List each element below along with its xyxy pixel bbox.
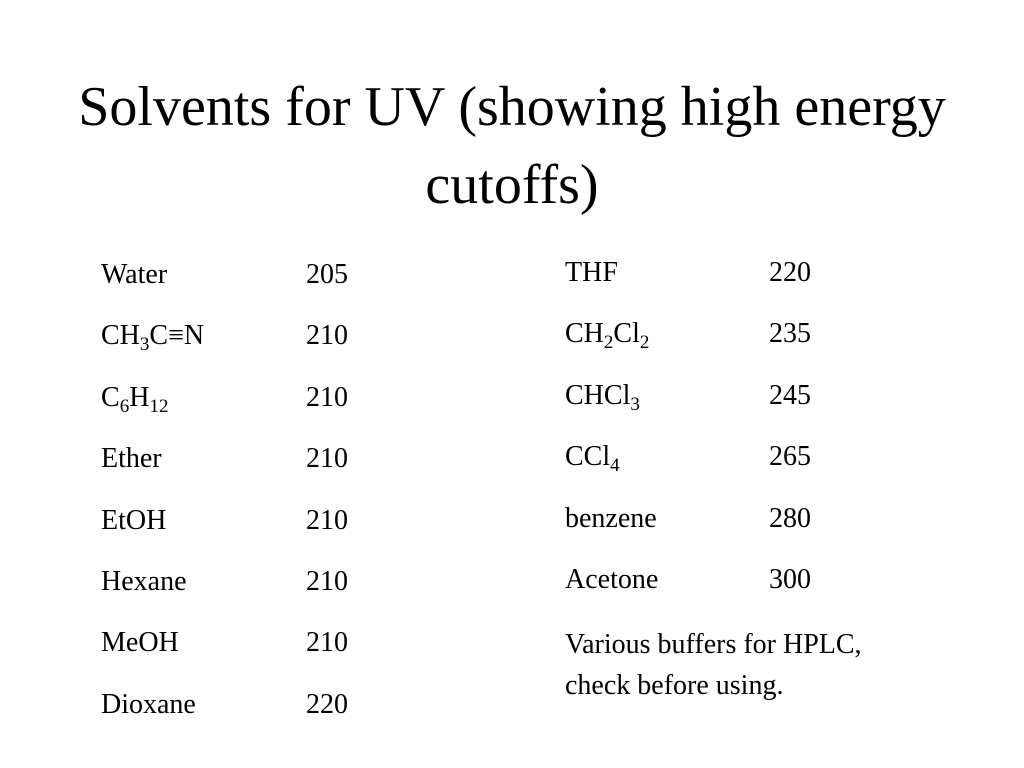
buffer-note: Various buffers for HPLC, check before using. bbox=[565, 629, 862, 701]
solvent-cutoff: 280 bbox=[769, 502, 811, 534]
solvent-cutoff: 210 bbox=[306, 504, 348, 536]
solvent-cutoff: 300 bbox=[769, 563, 811, 595]
solvent-cutoff: 265 bbox=[769, 441, 811, 473]
solvent-cutoff: 210 bbox=[306, 381, 348, 413]
solvent-cutoff: 210 bbox=[306, 443, 348, 475]
solvent-name: Water bbox=[101, 259, 168, 290]
solvent-name: $CH_3C\equiv N$ bbox=[101, 320, 205, 356]
solvent-name: $CH_2Cl_2$ bbox=[565, 318, 650, 354]
solvent-cutoff: 245 bbox=[769, 379, 811, 411]
solvent-name: MeOH bbox=[101, 627, 179, 659]
solvent-name: EtOH bbox=[101, 504, 167, 536]
solvent-name: $C_6H_{12}$ bbox=[101, 381, 169, 417]
slide-title: Solvents for UV (showing high energy cutoffs) bbox=[78, 76, 946, 216]
solvent-name: CHCl$_3$ bbox=[565, 379, 640, 415]
solvent-name: THF bbox=[565, 257, 618, 288]
solvent-cutoff: 210 bbox=[306, 320, 348, 352]
solvent-cutoff: 235 bbox=[769, 318, 811, 350]
solvent-name: CCl$_4$ bbox=[565, 441, 620, 477]
solvent-name: benzene bbox=[565, 502, 657, 534]
solvent-cutoff: 210 bbox=[306, 627, 348, 659]
solvent-cutoff: 220 bbox=[769, 257, 811, 288]
solvent-name: Dioxane bbox=[101, 688, 196, 720]
solvent-cutoff: 220 bbox=[306, 688, 348, 720]
solvent-cutoff: 210 bbox=[306, 565, 348, 597]
solvent-name: Acetone bbox=[565, 563, 659, 595]
solvent-name: Hexane bbox=[101, 565, 187, 597]
solvent-name: Ether bbox=[101, 443, 162, 475]
solvent-cutoff: 205 bbox=[306, 259, 348, 290]
